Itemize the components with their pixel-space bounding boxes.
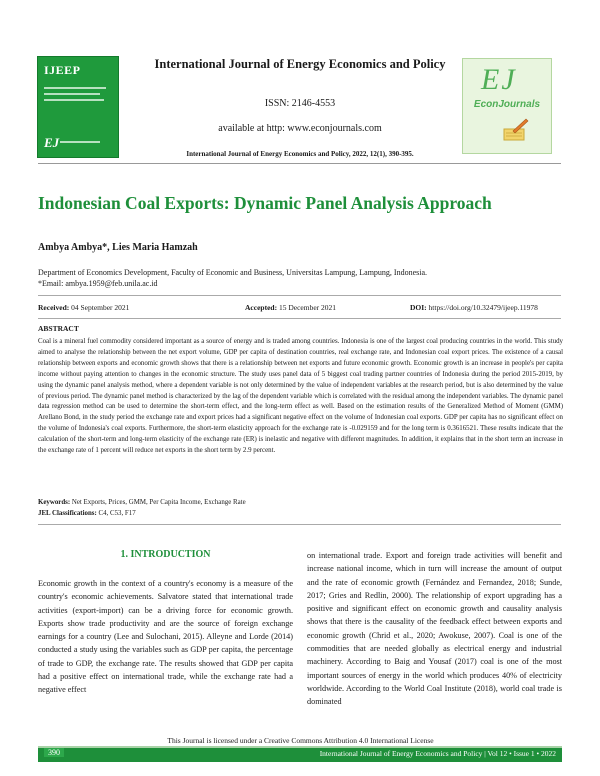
keywords-label: Keywords: xyxy=(38,499,71,506)
doi xyxy=(410,303,538,312)
received-label: Received: xyxy=(38,303,70,312)
body-column-right: on international trade. Export and foreign trade activities will benefit and increase national income, which in turn will increase the amount of output and the rate of economic growth (Fernández and Fernandez, 2018; Sunde, 2017; Gries and Redlin, 2000). The relationship of export upgrading has a positive and significant effect on economic growth and causality analysis shows that there is the causality of the feedback effect between exports and economic growth (Chrid et al., 2020; Awokuse, 2007). Coal is one of the commodities that are needed globally as electrical energy and industrial machinery. According to Baig and Yousaf (2017) coal is one of the most important sources of energy in the world which produces 40% of electricity worldwide. According to the World Coal Institute (2018), world coal trade is dominated xyxy=(307,551,562,707)
accepted-label: Accepted: xyxy=(245,303,278,312)
econjournals-logo xyxy=(462,58,552,154)
logo-left-text: IJEEP xyxy=(44,63,81,77)
doi-label: DOI: xyxy=(410,303,427,312)
keywords-value: Net Exports, Prices, GMM, Per Capita Income, Exchange Rate xyxy=(70,499,246,506)
logo-line xyxy=(60,141,100,143)
logo-line xyxy=(44,99,104,101)
accepted-value: 15 December 2021 xyxy=(277,303,337,312)
footer-journal-line: International Journal of Energy Economics and Policy | Vol 12 • Issue 1 • 2022 xyxy=(319,749,556,758)
affiliation: Department of Economics Development, Faculty of Economic and Business, Universitas Lampung, Lampung, Indonesia. xyxy=(38,268,428,277)
author-email[interactable]: *Email: ambya.1959@feb.unila.ac.id xyxy=(38,279,158,288)
divider xyxy=(38,524,561,525)
journal-title: International Journal of Energy Economics and Policy xyxy=(154,57,446,71)
divider xyxy=(38,295,561,296)
keywords xyxy=(38,498,563,508)
received-value: 04 September 2021 xyxy=(69,303,130,312)
article-title: Indonesian Coal Exports: Dynamic Panel Analysis Approach xyxy=(38,193,492,213)
abstract-heading: ABSTRACT xyxy=(38,324,79,333)
doi-link[interactable]: https://doi.org/10.32479/ijeep.11978 xyxy=(426,303,538,312)
citation: International Journal of Energy Economics and Policy, 2022, 12(1), 390-395. xyxy=(186,150,414,158)
license-note[interactable]: This Journal is licensed under a Creative Commons Attribution 4.0 International License xyxy=(167,736,434,745)
logo-line xyxy=(44,93,100,95)
body-column-left: Economic growth in the context of a country's economy is a measure of the country's economic achievements. Salvatore stated that international trade activities (export-import) can be a driving force for economic growth. Exports show trade productivity and are the source of foreign exchange earnings for a country (Lee and Sulochani, 2015). Alleyne and Lorde (2014) conducted a study using the variables such as GDP per capita, the percentage of trade to GDP, the exchange rate. The results showed that GDP per capita had a positive effect on international trade, while the exchange rate had a negative effect xyxy=(38,579,293,695)
affiliation-block xyxy=(38,267,563,289)
logo-right-brand: EconJournals xyxy=(473,99,541,110)
accepted-date xyxy=(245,303,336,312)
logo-right-text: EJ xyxy=(481,63,517,96)
authors: Ambya Ambya*, Lies Maria Hamzah xyxy=(38,242,198,253)
divider xyxy=(38,163,561,164)
divider xyxy=(38,318,561,319)
page-number: 390 xyxy=(44,748,64,757)
received-date xyxy=(38,303,129,312)
section-heading: 1. INTRODUCTION xyxy=(120,549,211,560)
jel-label: JEL Classifications: xyxy=(38,510,97,517)
jel-classifications xyxy=(38,509,563,519)
issn: ISSN: 2146-4553 xyxy=(264,98,336,109)
logo-left-sub: EJ xyxy=(44,135,60,150)
abstract-body: Coal is a mineral fuel commodity considered important as a source of energy and is traded among countries. Indonesia is one of the largest coal producing countries in the world. This study aimed to analyse the relationship between the net export volume, GDP per capita of destination countries, real exchange rate, and Indonesian coal export prices. The existence of a causal relationship between exports and economic growth shows that there is a relationship between net exports and future economic growth. Economic growth is an increase in people's per capita income without paying attention to changes in the economic structure. The study uses panel data of 5 biggest coal trading partner countries of Indonesia during the period 2015-2019, by using the dynamic panel analysis method, where a dependent variable is not only determined by the value of independent variables at the research period, but is also determined by the value of previous period. The dynamic panel method is characterized by the lag of the dependent variable which is correlated with the residual among the independent variables. The dynamic panel data regression method can be used to determine the short-term effect, and the long-term effect as well. Based on the estimation results of the Generalized Method of Moment (GMM) Arellano Bond, in the study period the exchange rate and export prices had a significant negative effect on the volume of Indonesian coal exports. GDP per capita has no significant effect on the volume of Indonesia's coal exports. Furthermore, the short-term elasticity approach for the exchange rate is -0.029159 and for the long term is 0.3616521. These results indicate that the calculation of the short-term and long-term elasticity of the exchange rate (ER) is inelastic and negative with different magnitudes. In addition, it explains that in the short term an increase in the exchange rate of 1 percent will reduce net exports in the short term by 2.9 percent. xyxy=(38,338,563,455)
logo-line xyxy=(44,87,106,89)
available-at[interactable]: available at http: www.econjournals.com xyxy=(218,123,382,134)
journal-logo-left xyxy=(37,56,119,158)
pencil-icon xyxy=(501,117,529,143)
jel-value: C4, C53, F17 xyxy=(96,510,136,517)
